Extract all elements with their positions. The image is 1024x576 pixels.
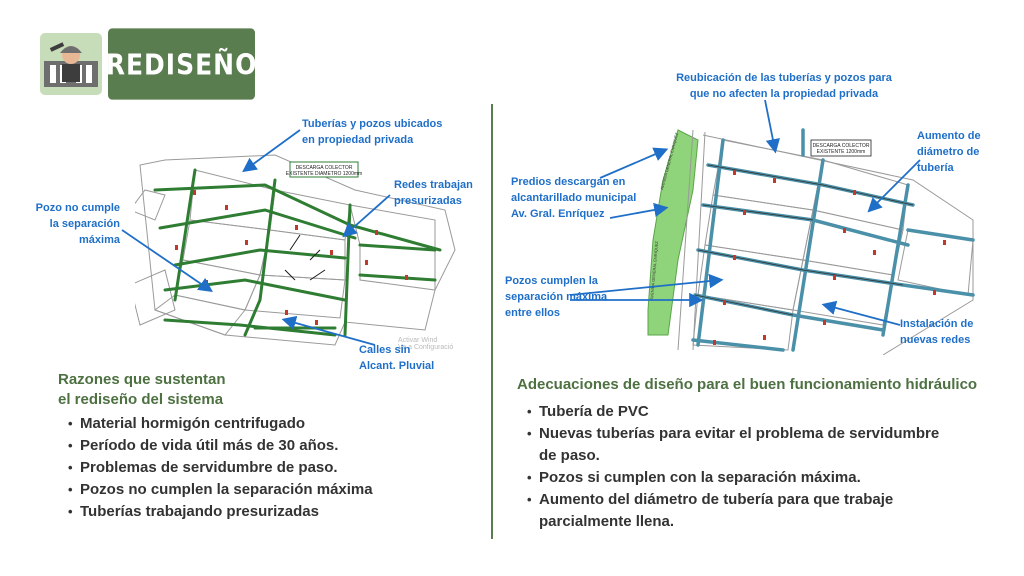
annotation-line: presurizadas (394, 195, 462, 207)
annotation-line: Calles sin (359, 344, 411, 356)
page-title: REDISEÑO (108, 28, 255, 99)
annotation-line: entre ellos (505, 307, 561, 319)
list-item-text: • Nuevas tuberías para evitar el problema de servidumbre (539, 425, 940, 442)
right-section-title (517, 375, 977, 395)
right-bullet-list (527, 401, 939, 533)
left-section-title-line: Razones que sustentan (58, 371, 226, 388)
list-item-text: • Tuberías trabajando presurizadas (80, 503, 319, 520)
annotation-line: Instalación de (900, 318, 974, 330)
annotation-line: Alcant. Pluvial (359, 360, 435, 372)
plan-label-line-1: DESCARGA COLECTOR (812, 143, 870, 149)
arrow-instalacion (825, 305, 900, 325)
annotation-line: diámetro de (917, 146, 980, 158)
list-item-text: • Período de vida útil más de 30 años. (80, 437, 339, 454)
list-item-text: de paso. (539, 447, 600, 464)
list-item (527, 467, 939, 489)
annotation-line: Pozos cumplen la (505, 275, 598, 287)
arrow-reubicacion (765, 100, 775, 150)
list-item (527, 489, 939, 533)
arrow-pozos-cumplen (570, 280, 720, 295)
list-item (68, 413, 373, 435)
arrow-aumento (870, 160, 920, 210)
left-section-title-line: el rediseño del sistema (58, 391, 224, 408)
annotation-line: Redes trabajan (394, 179, 473, 191)
annotation-line: alcantarillado municipal (511, 192, 637, 204)
list-item-text: parcialmente llena. (539, 513, 675, 530)
left-section-title (58, 370, 226, 410)
annotation-line: tubería (917, 162, 954, 174)
watermark-line-1: Activar Wind (398, 337, 438, 344)
annotation-line: Tuberías y pozos ubicados (302, 118, 443, 130)
annotation-line: Predios descargan en (511, 176, 626, 188)
list-item (527, 401, 939, 423)
list-item-text: • Pozos no cumplen la separación máxima (80, 481, 373, 498)
list-item (68, 501, 373, 523)
list-item-text: • Pozos si cumplen con la separación máxima. (539, 469, 861, 486)
street-label: AVENIDA GENERAL ENRIQUEZ (649, 240, 660, 301)
annotation-line: la separación (49, 218, 120, 230)
arrow-pozo-no-cumple (122, 230, 210, 290)
arrow-tuberias-privada (245, 130, 300, 170)
annotation-line: Pozo no cumple (35, 202, 120, 214)
arrow-calles-sin (285, 320, 375, 345)
arrow-predios (600, 150, 665, 178)
annotation-line: nuevas redes (900, 334, 971, 346)
annotation-line: Aumento de (917, 130, 981, 142)
arrow-redes-presurizadas (345, 195, 390, 235)
arrow-predios-2 (610, 208, 665, 218)
list-item-text: • Aumento del diámetro de tubería para que trabaje (539, 491, 894, 508)
annotation-line: Reubicación de las tuberías y pozos para (676, 72, 892, 84)
list-item-text: • Tubería de PVC (539, 403, 649, 420)
list-item (68, 479, 373, 501)
plan-label-line-2: EXISTENTE DIAMETRO 1200mm (285, 171, 363, 177)
right-section-title-text: Adecuaciones de diseño para el buen funcionamiento hidráulico (517, 376, 978, 393)
list-item (527, 423, 939, 467)
watermark-line-2: Ve a Configuració (398, 344, 454, 351)
list-item (68, 435, 373, 457)
left-bullet-list (68, 413, 373, 523)
plan-label-line-2: EXISTENTE 1200mm (816, 149, 866, 155)
list-item-text: • Problemas de servidumbre de paso. (80, 459, 338, 476)
street-label: AVENIDA GENERAL ENRIQUEZ (659, 132, 680, 191)
annotation-line: separación máxima (505, 291, 608, 303)
list-item-text: • Material hormigón centrifugado (80, 415, 306, 432)
annotation-line: Av. Gral. Enríquez (511, 208, 605, 220)
annotation-line: en propiedad privada (302, 134, 414, 146)
annotation-line: que no afecten la propiedad privada (689, 88, 879, 100)
list-item (68, 457, 373, 479)
annotation-line: máxima (79, 234, 120, 246)
plan-label-line-1: DESCARGA COLECTOR (295, 165, 353, 171)
